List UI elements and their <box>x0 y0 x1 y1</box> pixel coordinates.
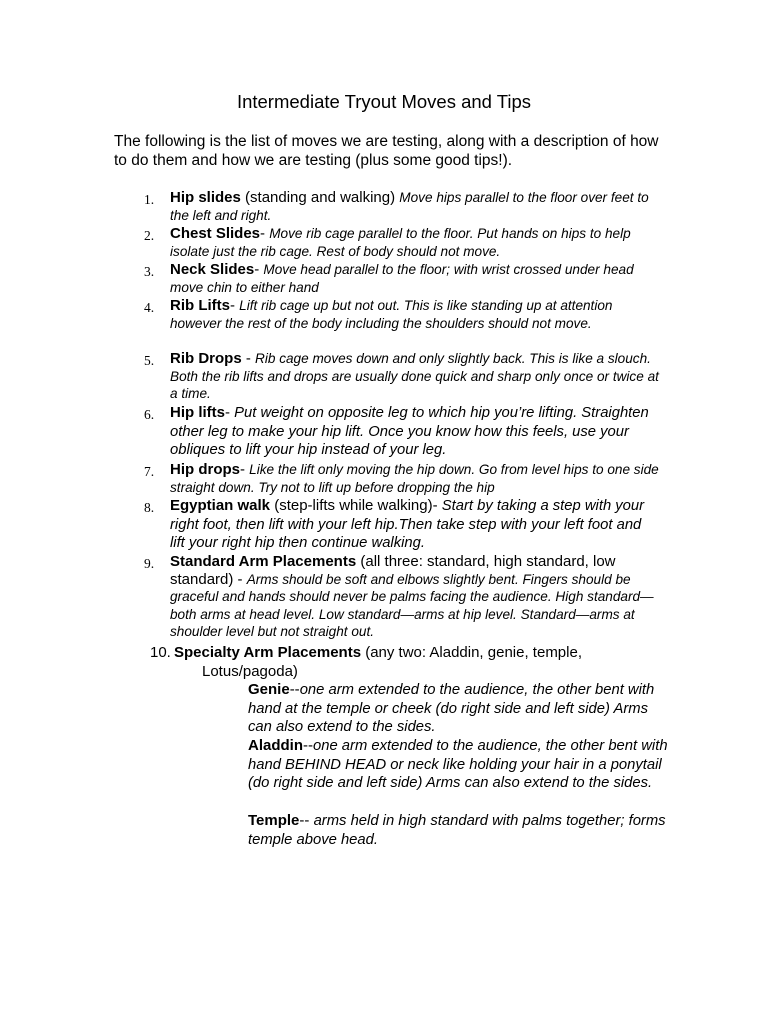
list-item <box>144 225 660 260</box>
item-note: (standing and walking) <box>240 189 400 206</box>
item-description: Arms should be soft and elbows slightly bent. Fingers should be graceful and hands should never be palms facing the audience. High standard—both arms at head level. Low standard—arms at hip level. Standard—arms at shoulder level but not straight out. <box>170 571 654 639</box>
item-description: Move rib cage parallel to the floor. Put hands on hips to help isolate just the rib cage. Rest of body should not move. <box>170 226 631 259</box>
item-description: Move head parallel to the floor; with wrist crossed under head move chin to either hand <box>170 262 634 295</box>
item-note: - <box>254 261 264 278</box>
item-heading: Egyptian walk <box>170 497 271 514</box>
item-heading: Rib Lifts <box>170 297 230 314</box>
sub-list-item <box>248 681 668 737</box>
item-heading: Hip drops <box>170 461 240 478</box>
list-item <box>144 297 660 332</box>
item-note: - <box>225 404 235 421</box>
item-number: 7. <box>144 464 155 479</box>
item-continuation: Lotus/pagoda) <box>202 663 298 680</box>
list-item <box>150 643 664 662</box>
item-number: 4. <box>144 300 155 315</box>
item-number: 3. <box>144 264 155 279</box>
item-note: - <box>260 225 270 242</box>
list-item <box>144 461 660 496</box>
intro-paragraph: The following is the list of moves we are testing, along with a description of how to do them and how we are testing (plus some good tips!). <box>114 133 659 169</box>
item-heading: Standard Arm Placements <box>170 553 357 570</box>
item-note: (any two: Aladdin, genie, temple, <box>361 644 582 661</box>
item-number: 6. <box>144 407 155 422</box>
sub-list-item <box>248 737 668 793</box>
item-heading: Hip lifts <box>170 404 225 421</box>
item-note: - <box>241 350 256 367</box>
item-heading: Neck Slides <box>170 261 255 278</box>
list-item <box>144 261 660 296</box>
item-number: 9. <box>144 556 155 571</box>
sub-item-description: one arm extended to the audience, the other bent with hand at the temple or cheek (do right side and left side) Arms can also extend to the sides. <box>248 682 655 736</box>
sub-item-heading: Genie <box>248 681 290 698</box>
item-number: 2. <box>144 228 155 243</box>
item-description: Start by taking a step with your right foot, then lift with your left hip.Then take step with your left foot and lift your right hip then continue walking. <box>170 498 645 551</box>
list-item <box>144 553 660 641</box>
item-heading: Rib Drops <box>170 350 242 367</box>
sub-item-separator: -- <box>299 812 314 829</box>
item-heading: Hip slides <box>170 189 241 206</box>
item-description: Put weight on opposite leg to which hip you’re lifting. Straighten other leg to make your hip lift. Once you know how this feels, use your obliques to lift your hip instead of your leg. <box>170 405 649 458</box>
item-number: 1. <box>144 192 155 207</box>
item-number: 8. <box>144 500 155 515</box>
list-item <box>144 350 660 403</box>
list-item <box>144 497 660 553</box>
sub-item-separator: -- <box>303 737 313 754</box>
item-description: Rib cage moves down and only slightly back. This is like a slouch. Both the rib lifts and drops are usually done quick and sharp only once or twice at a time. <box>170 351 659 401</box>
sub-item-heading: Aladdin <box>248 737 303 754</box>
item-note: (step-lifts while walking)- <box>270 497 442 514</box>
item-description: Move hips parallel to the floor over feet to the left and right. <box>170 190 649 223</box>
document-title: Intermediate Tryout Moves and Tips <box>236 91 532 112</box>
item-description: Lift rib cage up but not out. This is like standing up at attention however the rest of the body including the shoulders should not move. <box>170 298 613 331</box>
item-heading: Chest Slides <box>170 225 261 242</box>
sub-item-description: arms held in high standard with palms together; forms temple above head. <box>248 813 666 848</box>
item-description: Like the lift only moving the hip down. Go from level hips to one side straight down. Try not to lift up before dropping the hip <box>170 462 659 495</box>
sub-list-item <box>248 812 668 849</box>
sub-item-heading: Temple <box>248 812 300 829</box>
item-heading: Specialty Arm Placements <box>174 644 362 661</box>
sub-item-description: one arm extended to the audience, the other bent with hand BEHIND HEAD or neck like holding your hair in a ponytail (do right side and left side) Arms can also extend to the sides. <box>248 738 668 792</box>
item-note: (all three: standard, high standard, low standard) - <box>170 553 616 588</box>
item-number: 5. <box>144 353 155 368</box>
list-item <box>144 189 660 224</box>
item-note: - <box>240 461 250 478</box>
item-number: 10. <box>150 644 171 661</box>
sub-item-separator: -- <box>289 681 300 698</box>
item-note: - <box>230 297 240 314</box>
list-item <box>144 404 660 460</box>
